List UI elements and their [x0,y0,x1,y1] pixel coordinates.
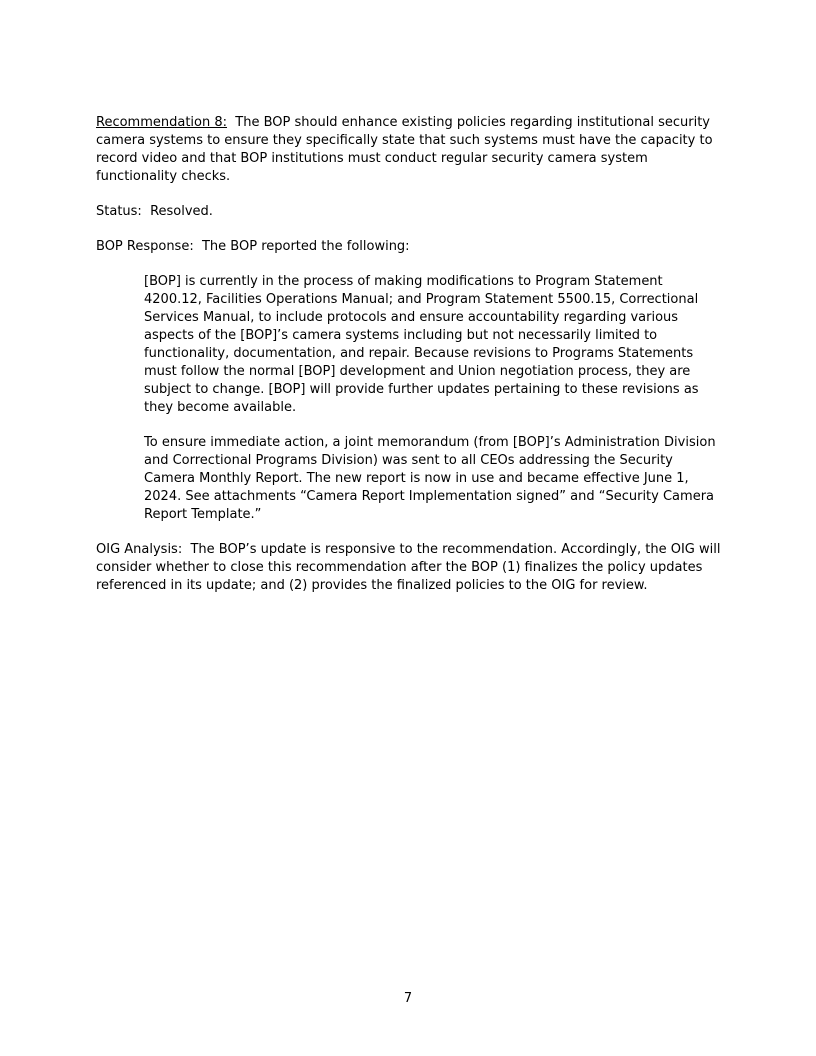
recommendation-label: Recommendation 8: [96,115,228,130]
oig-analysis-text: The BOP’s update is responsive to the recommendation. Accordingly, the OIG will consider whether to close this recommendation after the BOP (1) finalizes the policy updates referenced in its update; and (2) provides the finalized policies to the OIG for review. [96,542,721,593]
bop-response-label: BOP Response: [96,239,194,254]
oig-analysis-label: OIG Analysis: [96,542,183,557]
oig-analysis-paragraph [96,541,722,595]
status-text: Resolved. [150,204,213,219]
bop-response-text: The BOP reported the following: [201,239,410,254]
recommendation-text: The BOP should enhance existing policies regarding institutional security camera systems to ensure they specifically state that such systems must have the capacity to record video and that BOP institutions must conduct regular security camera system functionality checks. [96,115,713,184]
bop-response-quote-2: To ensure immediate action, a joint memorandum (from [BOP]’s Administration Division and Correctional Programs Division) was sent to all CEOs addressing the Security Camera Monthly Report. The new report is now in use and became effective June 1, 2024. See attachments “Camera Report Implementation signed” and “Security Camera Report Template.” [144,435,716,522]
bop-response-paragraph [96,238,722,256]
bop-response-quote-1: [BOP] is currently in the process of making modifications to Program Statement 4200.12, Facilities Operations Manual; and Program Statement 5500.15, Correctional Services Manual, to include protocols and ensure accountability regarding various aspects of the [BOP]’s camera systems including but not necessarily limited to functionality, documentation, and repair. Because revisions to Programs Statements must follow the normal [BOP] development and Union negotiation process, they are subject to change. [BOP] will provide further updates pertaining to these revisions as they become available. [144,274,699,415]
status-label: Status: [96,204,142,219]
page-number: 7 [403,991,413,1006]
recommendation-paragraph [96,114,722,186]
document-body [96,114,722,612]
status-paragraph [96,203,722,221]
